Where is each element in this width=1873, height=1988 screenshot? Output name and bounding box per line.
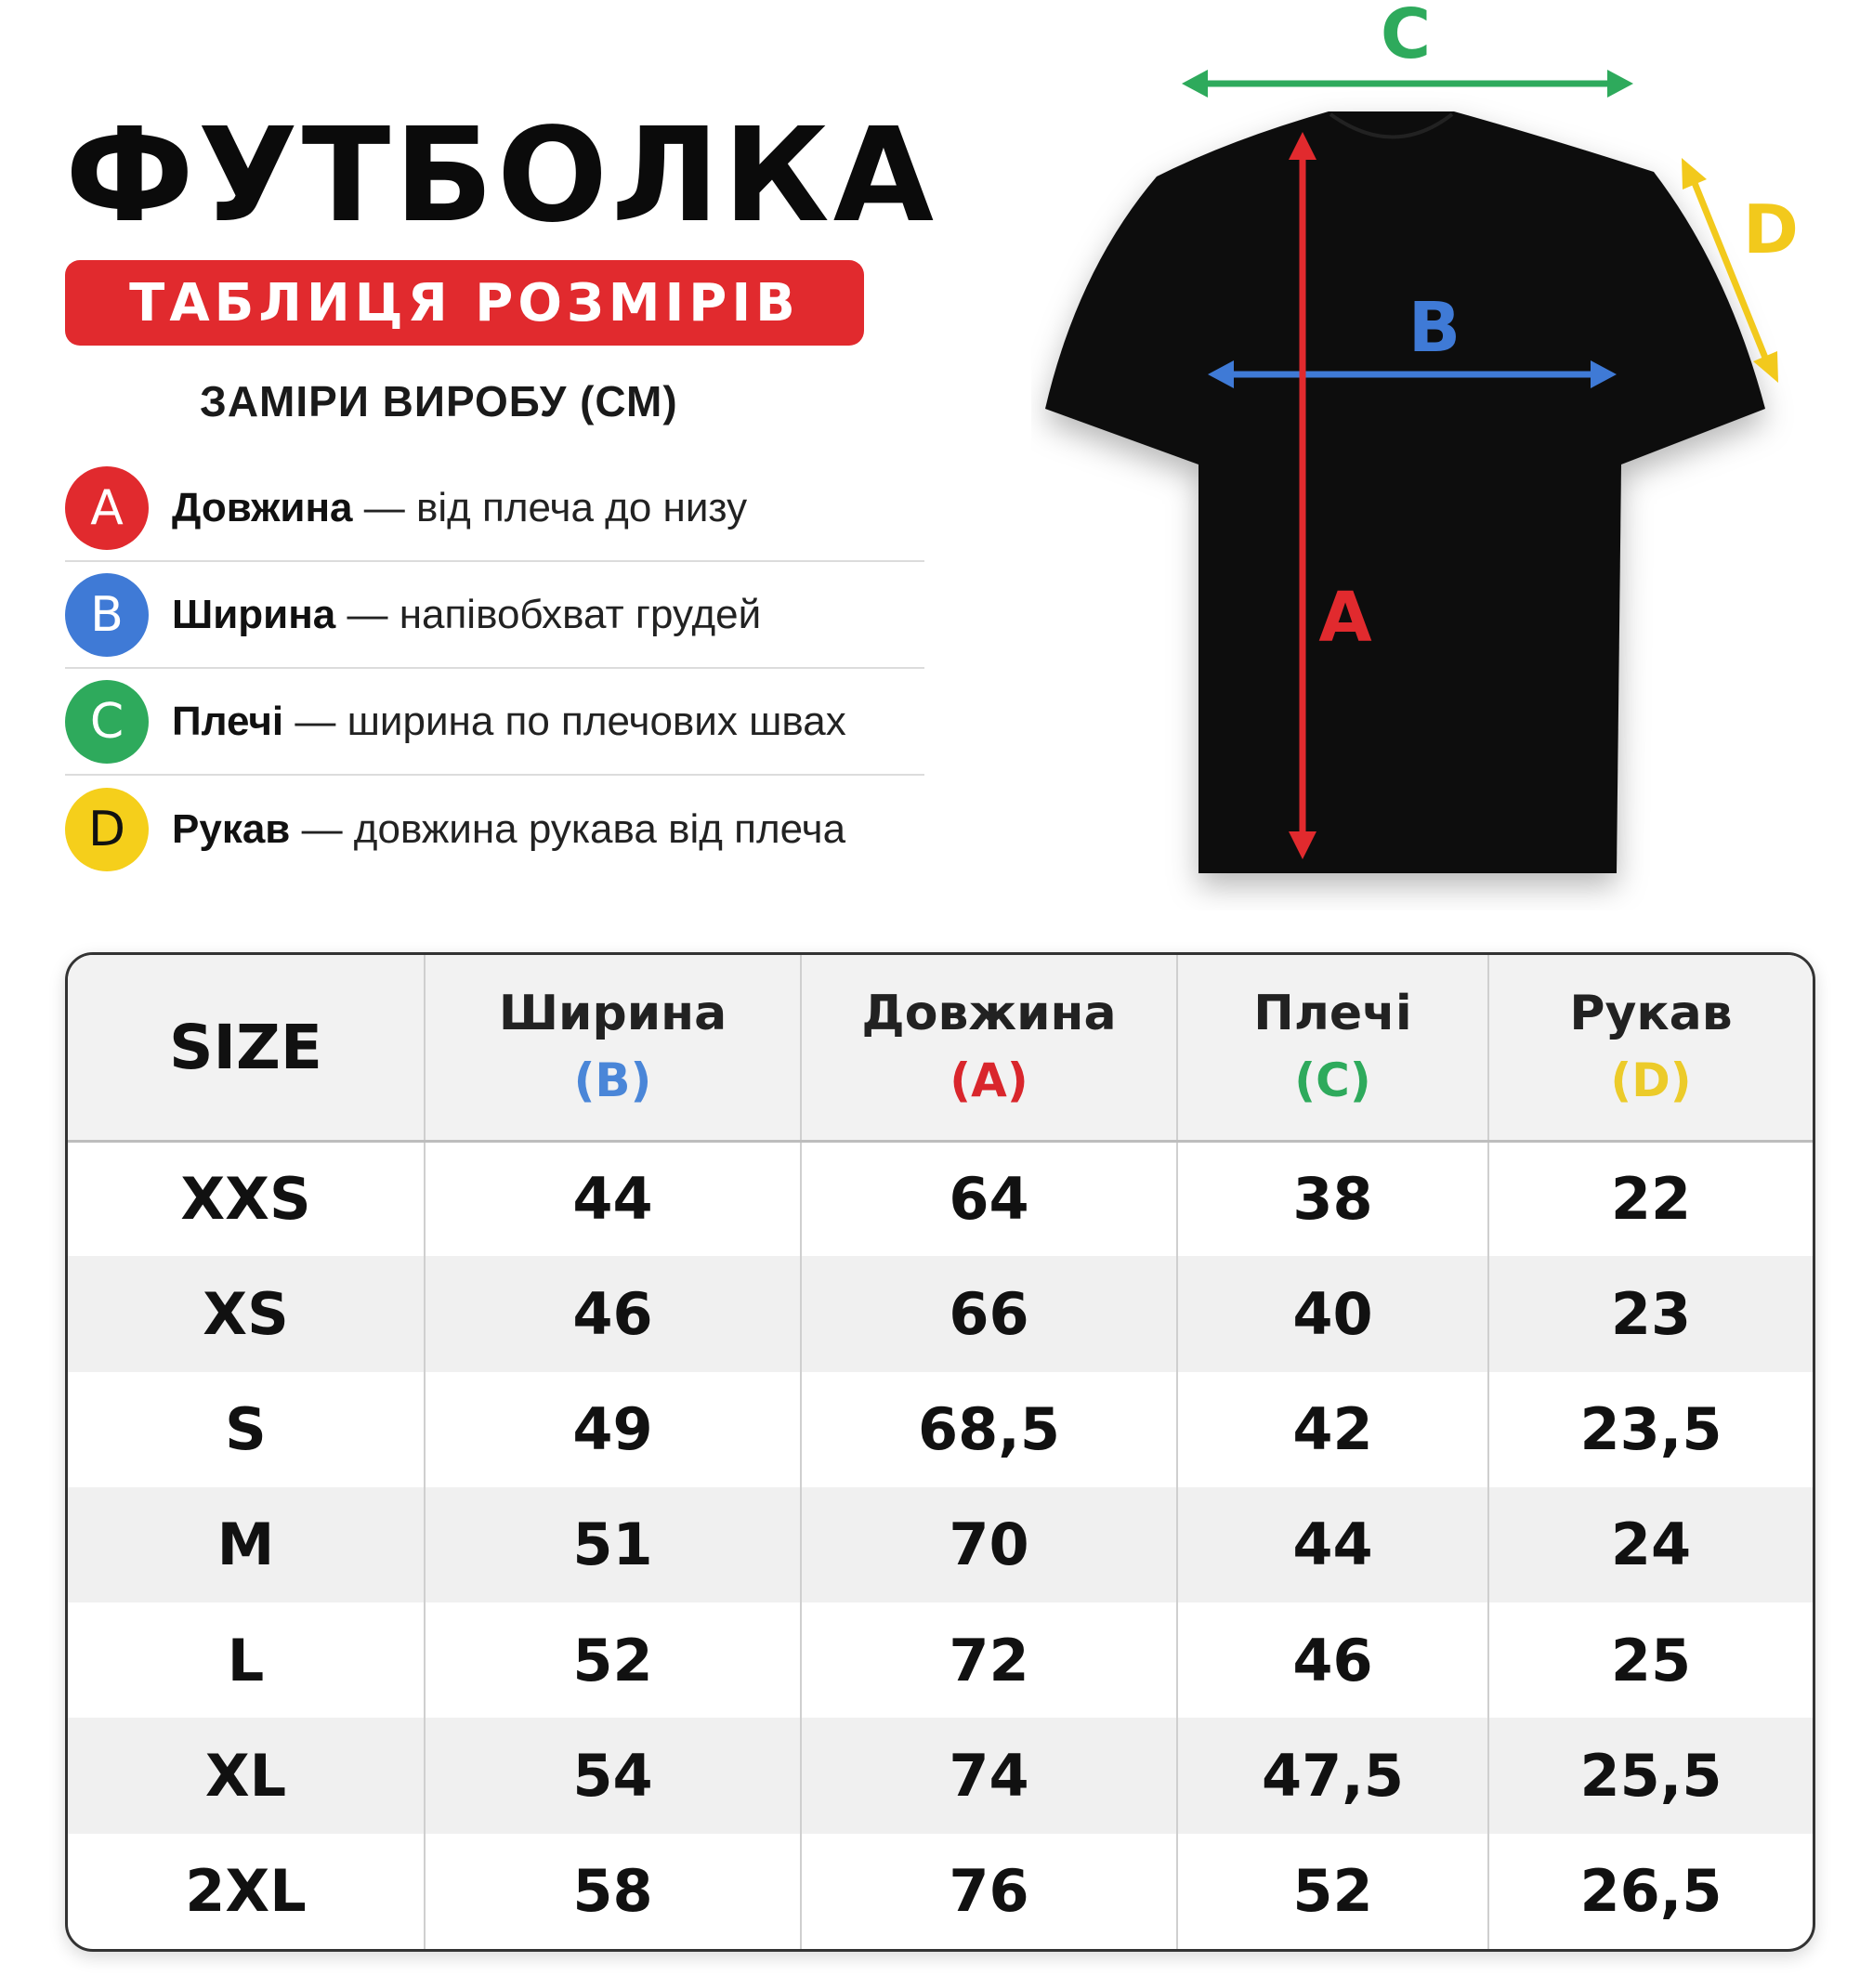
table-row bbox=[68, 1256, 1813, 1371]
cell-width: 44 bbox=[425, 1141, 801, 1256]
table-row bbox=[68, 1718, 1813, 1833]
cell-length: 70 bbox=[801, 1487, 1177, 1602]
cell-sleeve: 25,5 bbox=[1579, 1742, 1722, 1811]
table-row bbox=[68, 1372, 1813, 1487]
cell-shoulders: 42 bbox=[1177, 1372, 1488, 1487]
legend-term: Рукав bbox=[172, 805, 291, 852]
cell-length: 72 bbox=[801, 1602, 1177, 1718]
label-a: A bbox=[1318, 578, 1372, 658]
page-title: ФУТБОЛКА bbox=[65, 100, 938, 252]
cell-width: 58 bbox=[425, 1834, 801, 1949]
cell-shoulders: 40 bbox=[1177, 1256, 1488, 1371]
header-code: (B) bbox=[573, 1053, 652, 1108]
cell-width: 52 bbox=[425, 1602, 801, 1718]
header-code: (C) bbox=[1294, 1053, 1371, 1108]
header-code: (D) bbox=[1610, 1053, 1692, 1108]
arrow-c-head-left-icon bbox=[1182, 70, 1208, 98]
legend-text bbox=[172, 592, 761, 638]
legend-desc: — від плеча до низу bbox=[352, 484, 748, 530]
cell-shoulders: 38 bbox=[1177, 1141, 1488, 1256]
measurement-legend bbox=[65, 455, 924, 883]
header-shoulders bbox=[1177, 955, 1488, 1141]
legend-desc: — довжина рукава від плеча bbox=[290, 805, 846, 852]
cell-width: 46 bbox=[425, 1256, 801, 1371]
legend-term: Плечі bbox=[172, 698, 284, 744]
badge-c-icon: C bbox=[65, 680, 149, 764]
cell-size: 2XL bbox=[68, 1834, 425, 1949]
measurements-subtitle: ЗАМІРИ ВИРОБУ (СМ) bbox=[200, 377, 678, 425]
legend-item-length bbox=[65, 455, 924, 562]
cell-length: 76 bbox=[801, 1834, 1177, 1949]
table-row bbox=[68, 1487, 1813, 1602]
legend-item-width bbox=[65, 562, 924, 669]
label-b: B bbox=[1408, 288, 1461, 368]
legend-text bbox=[172, 485, 747, 531]
legend-item-shoulders bbox=[65, 669, 924, 776]
cell-length: 64 bbox=[801, 1141, 1177, 1256]
legend-item-sleeve bbox=[65, 776, 924, 883]
cell-sleeve: 24 bbox=[1610, 1511, 1692, 1579]
cell-size: L bbox=[68, 1602, 425, 1718]
cell-sleeve: 22 bbox=[1610, 1165, 1692, 1234]
cell-sleeve: 26,5 bbox=[1579, 1857, 1722, 1926]
table-row bbox=[68, 1141, 1813, 1256]
header-name: Ширина bbox=[498, 986, 727, 1042]
size-chart-banner: ТАБЛИЦЯ РОЗМІРІВ bbox=[65, 260, 864, 346]
cell-shoulders: 47,5 bbox=[1177, 1718, 1488, 1833]
cell-width: 54 bbox=[425, 1718, 801, 1833]
arrow-c-head-right-icon bbox=[1607, 70, 1633, 98]
label-c: C bbox=[1380, 0, 1432, 74]
cell-length: 74 bbox=[801, 1718, 1177, 1833]
badge-b-icon: B bbox=[65, 573, 149, 657]
header-name: Рукав bbox=[1569, 986, 1733, 1042]
cell-sleeve: 25 bbox=[1610, 1626, 1692, 1694]
cell-size: S bbox=[68, 1372, 425, 1487]
header-size bbox=[68, 955, 425, 1141]
cell-sleeve: 23,5 bbox=[1579, 1395, 1722, 1464]
legend-term: Довжина bbox=[172, 484, 353, 530]
tshirt-diagram bbox=[1031, 0, 1849, 910]
cell-shoulders: 44 bbox=[1177, 1487, 1488, 1602]
table-row bbox=[68, 1834, 1813, 1949]
legend-text bbox=[172, 806, 845, 853]
cell-shoulders: 46 bbox=[1177, 1602, 1488, 1718]
cell-width: 51 bbox=[425, 1487, 801, 1602]
badge-d-icon: D bbox=[65, 788, 149, 871]
size-table bbox=[68, 955, 1813, 1949]
cell-size: M bbox=[68, 1487, 425, 1602]
header-size-label: SIZE bbox=[168, 1011, 323, 1083]
cell-length: 66 bbox=[801, 1256, 1177, 1371]
cell-size: XS bbox=[68, 1256, 425, 1371]
badge-a-icon: A bbox=[65, 466, 149, 550]
cell-size: XXS bbox=[68, 1141, 425, 1256]
cell-width: 49 bbox=[425, 1372, 801, 1487]
table-header-row bbox=[68, 955, 1813, 1141]
header-name: Плечі bbox=[1253, 986, 1412, 1042]
cell-length: 68,5 bbox=[801, 1372, 1177, 1487]
header-code: (A) bbox=[950, 1053, 1028, 1108]
cell-size: XL bbox=[68, 1718, 425, 1833]
label-d: D bbox=[1743, 190, 1799, 268]
legend-desc: — напівобхват грудей bbox=[335, 591, 762, 637]
table-row bbox=[68, 1602, 1813, 1718]
tshirt-icon bbox=[1045, 111, 1765, 873]
header-length bbox=[801, 955, 1177, 1141]
legend-term: Ширина bbox=[172, 591, 336, 637]
size-table-container bbox=[65, 952, 1815, 1952]
legend-desc: — ширина по плечових швах bbox=[283, 698, 846, 744]
cell-sleeve: 23 bbox=[1610, 1279, 1692, 1348]
cell-shoulders: 52 bbox=[1177, 1834, 1488, 1949]
legend-text bbox=[172, 699, 846, 745]
header-name: Довжина bbox=[861, 986, 1117, 1042]
header-sleeve bbox=[1488, 955, 1813, 1141]
header-width bbox=[425, 955, 801, 1141]
